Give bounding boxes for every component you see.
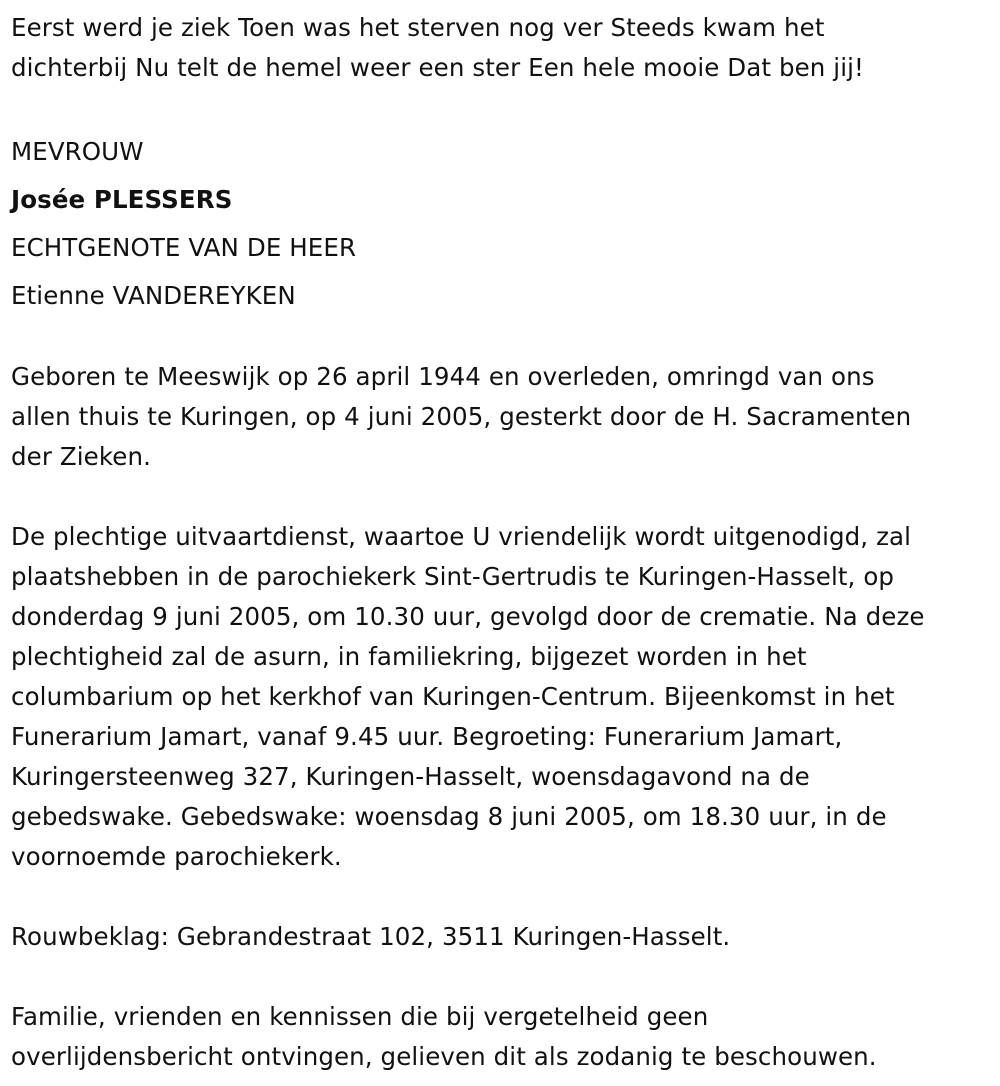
paragraph-line: der Zieken. (11, 442, 151, 471)
service-paragraph (11, 517, 991, 877)
poem-line: dichterbij Nu telt de hemel weer een ster Een hele mooie Dat ben jij! (11, 53, 864, 82)
paragraph-line: plechtigheid zal de asurn, in familiekring, bijgezet worden in het (11, 642, 807, 671)
condolence-paragraph (11, 917, 991, 957)
title-label: MEVROUW (11, 137, 144, 166)
paragraph-line: voornoemde parochiekerk. (11, 842, 342, 871)
spouse-label: ECHTGENOTE VAN DE HEER (11, 233, 357, 262)
paragraph-line: donderdag 9 juni 2005, om 10.30 uur, gevolgd door de crematie. Na deze (11, 602, 925, 631)
paragraph-line: plaatshebben in de parochiekerk Sint-Gertrudis te Kuringen-Hasselt, op (11, 562, 895, 591)
spacer (11, 877, 991, 917)
closing-paragraph (11, 997, 991, 1077)
spacer (11, 957, 991, 997)
obituary-notice (11, 8, 991, 1077)
deceased-block (11, 128, 991, 320)
paragraph-line: columbarium op het kerkhof van Kuringen-Centrum. Bijeenkomst in het (11, 682, 895, 711)
spacer (11, 477, 991, 517)
poem-line: Eerst werd je ziek Toen was het sterven nog ver Steeds kwam het (11, 13, 825, 42)
paragraph-line: De plechtige uitvaartdienst, waartoe U vriendelijk wordt uitgenodigd, zal (11, 522, 912, 551)
paragraph-line: allen thuis te Kuringen, op 4 juni 2005, gesterkt door de H. Sacramenten (11, 402, 912, 431)
spacer (11, 88, 991, 128)
birth-death-paragraph (11, 357, 991, 477)
spouse-name: Etienne VANDEREYKEN (11, 281, 296, 310)
paragraph-line: Funerarium Jamart, vanaf 9.45 uur. Begroeting: Funerarium Jamart, (11, 722, 843, 751)
paragraph-line: Geboren te Meeswijk op 26 april 1944 en overleden, omringd van ons (11, 362, 875, 391)
condolence-address: Rouwbeklag: Gebrandestraat 102, 3511 Kuringen-Hasselt. (11, 922, 731, 951)
paragraph-line: Familie, vrienden en kennissen die bij vergetelheid geen (11, 1002, 709, 1031)
poem-block (11, 8, 991, 88)
paragraph-line: overlijdensbericht ontvingen, gelieven dit als zodanig te beschouwen. (11, 1042, 877, 1071)
paragraph-line: Kuringersteenweg 327, Kuringen-Hasselt, woensdagavond na de (11, 762, 810, 791)
paragraph-line: gebedswake. Gebedswake: woensdag 8 juni 2005, om 18.30 uur, in de (11, 802, 887, 831)
deceased-name: Josée PLESSERS (11, 185, 233, 214)
spacer (11, 320, 991, 357)
